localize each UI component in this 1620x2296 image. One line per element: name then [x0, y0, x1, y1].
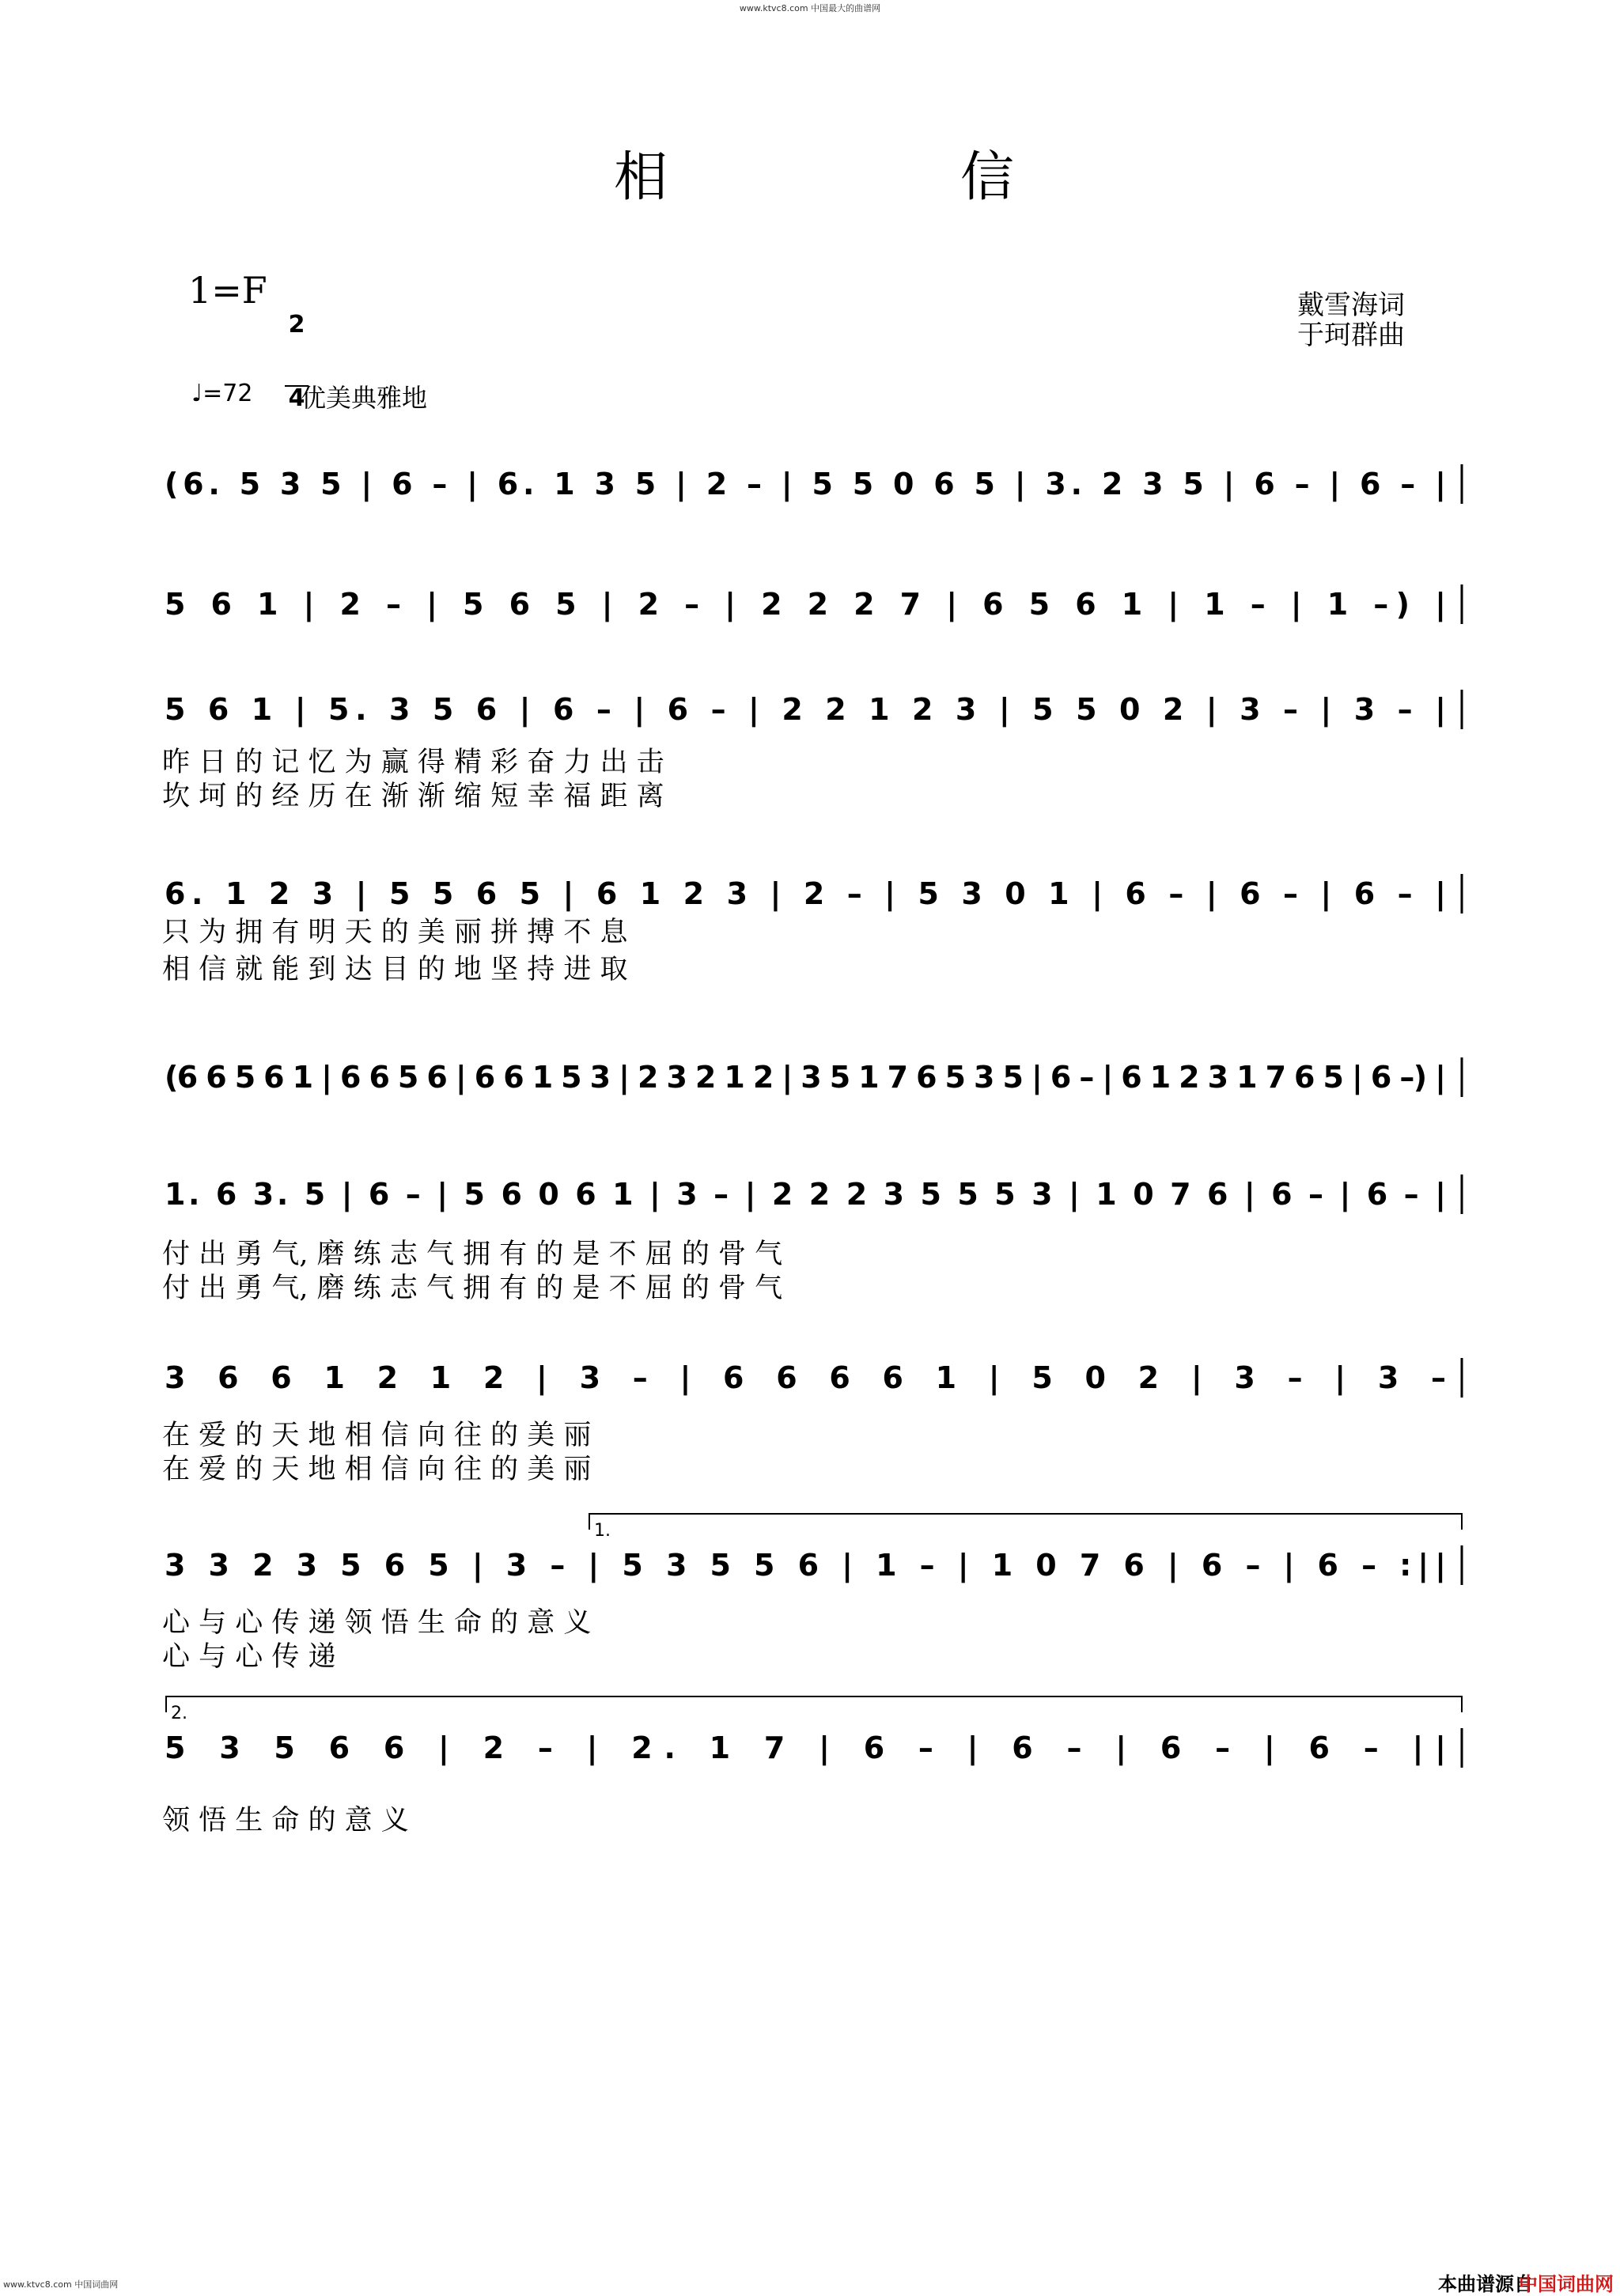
- score-system-8: [162, 1514, 1462, 1673]
- score-system-4: [162, 874, 1462, 985]
- footer-source-label: 本曲谱源自: [1438, 2273, 1533, 2295]
- title-char-1: 相: [614, 146, 668, 209]
- lyric-verse-1: 领 悟 生 命 的 意 义: [162, 1805, 409, 1836]
- lyric-verse-2: 坎 坷 的 经 历 在 渐 渐 缩 短 幸 福 距 离: [162, 781, 664, 812]
- expression-marking: 优美典雅地: [301, 383, 428, 413]
- score-system-1: [165, 464, 1462, 504]
- lyric-verse-1: 昨 日 的 记 忆 为 赢 得 精 彩 奋 力 出 击: [162, 747, 664, 778]
- time-signature-top: 2: [288, 311, 305, 339]
- time-signature-bottom: 4: [285, 385, 308, 410]
- notation-line-2: 5 6 1 | 2 – | 5 6 5 | 2 – | 2 2 2 7 | 6 5 6 1 | 1 – | 1 –) |: [165, 587, 1446, 622]
- lyric-verse-1: 在 爱 的 天 地 相 信 向 往 的 美 丽: [162, 1420, 592, 1451]
- lyric-verse-2: 付 出 勇 气, 磨 练 志 气 拥 有 的 是 不 屈 的 骨 气: [162, 1273, 783, 1304]
- notation-line-6: 1. 6 3. 5 | 6 – | 5 6 0 6 1 | 3 – | 2 2 2 3 5 5 5 3 | 1 0 7 6 | 6 – | 6 – |: [165, 1177, 1446, 1212]
- lyric-verse-1: 付 出 勇 气, 磨 练 志 气 拥 有 的 是 不 屈 的 骨 气: [162, 1239, 783, 1270]
- volta-bracket: [589, 1514, 1462, 1530]
- notation-line-3: 5 6 1 | 5. 3 5 6 | 6 – | 6 – | 2 2 1 2 3 | 5 5 0 2 | 3 – | 3 – |: [165, 692, 1447, 727]
- lyricist-credit: 戴雪海词: [1297, 289, 1405, 321]
- notation-line-5: (6 6 5 6 1 | 6 6 5 6 | 6 6 1 5 3 | 2 3 2 1 2 | 3 5 1 7 6 5 3 5 | 6 – | 6 1 2 3 1 7 6 5 | 6 –) |: [165, 1060, 1446, 1095]
- notation-line-8: 3 3 2 3 5 6 5 | 3 – | 5 3 5 5 6 | 1 – | 1 0 7 6 | 6 – | 6 – :||: [165, 1548, 1446, 1583]
- score-system-6: [162, 1174, 1462, 1304]
- title-char-2: 信: [960, 146, 1015, 209]
- volta-number: 2.: [171, 1704, 187, 1723]
- tempo-marking: ♩=72: [191, 380, 253, 407]
- footer-site-name: 中国词曲网: [1519, 2273, 1614, 2295]
- lyric-verse-2: 心 与 心 传 递: [162, 1641, 336, 1673]
- lyric-verse-2: 在 爱 的 天 地 相 信 向 往 的 美 丽: [162, 1454, 592, 1485]
- notation-line-4: 6. 1 2 3 | 5 5 6 5 | 6 1 2 3 | 2 – | 5 3 0 1 | 6 – | 6 – | 6 – |: [165, 876, 1447, 911]
- notation-line-1: (6. 5 3 5 | 6 – | 6. 1 3 5 | 2 – | 5 5 0 6 5 | 3. 2 3 5 | 6 – | 6 – |: [165, 467, 1447, 501]
- score-system-7: [162, 1358, 1462, 1485]
- lyric-verse-1: 只 为 拥 有 明 天 的 美 丽 拼 搏 不 息: [162, 917, 628, 948]
- notation-line-9: 5 3 5 6 6 | 2 – | 2. 1 7 | 6 – | 6 – | 6 – | 6 – ||: [165, 1731, 1446, 1765]
- volta-bracket: [166, 1696, 1462, 1712]
- score-system-9: [162, 1696, 1462, 1836]
- lyric-verse-1: 心 与 心 传 递 领 悟 生 命 的 意 义: [162, 1607, 592, 1639]
- lyric-verse-2: 相 信 就 能 到 达 目 的 地 坚 持 进 取: [162, 954, 628, 985]
- score-system-5: [165, 1057, 1462, 1097]
- score-system-3: [162, 690, 1462, 812]
- site-watermark-top: www.ktvc8.com 中国最大的曲谱网: [739, 3, 881, 13]
- key-signature: 1=F: [188, 269, 267, 312]
- score-system-2: [165, 584, 1462, 624]
- composer-credit: 于珂群曲: [1297, 320, 1405, 351]
- site-watermark-bottom: www.ktvc8.com 中国词曲网: [3, 2279, 119, 2290]
- volta-number: 1.: [594, 1521, 611, 1541]
- notation-line-7: 3 6 6 1 2 1 2 | 3 – | 6 6 6 6 1 | 5 0 2 | 3 – | 3 –: [165, 1360, 1447, 1395]
